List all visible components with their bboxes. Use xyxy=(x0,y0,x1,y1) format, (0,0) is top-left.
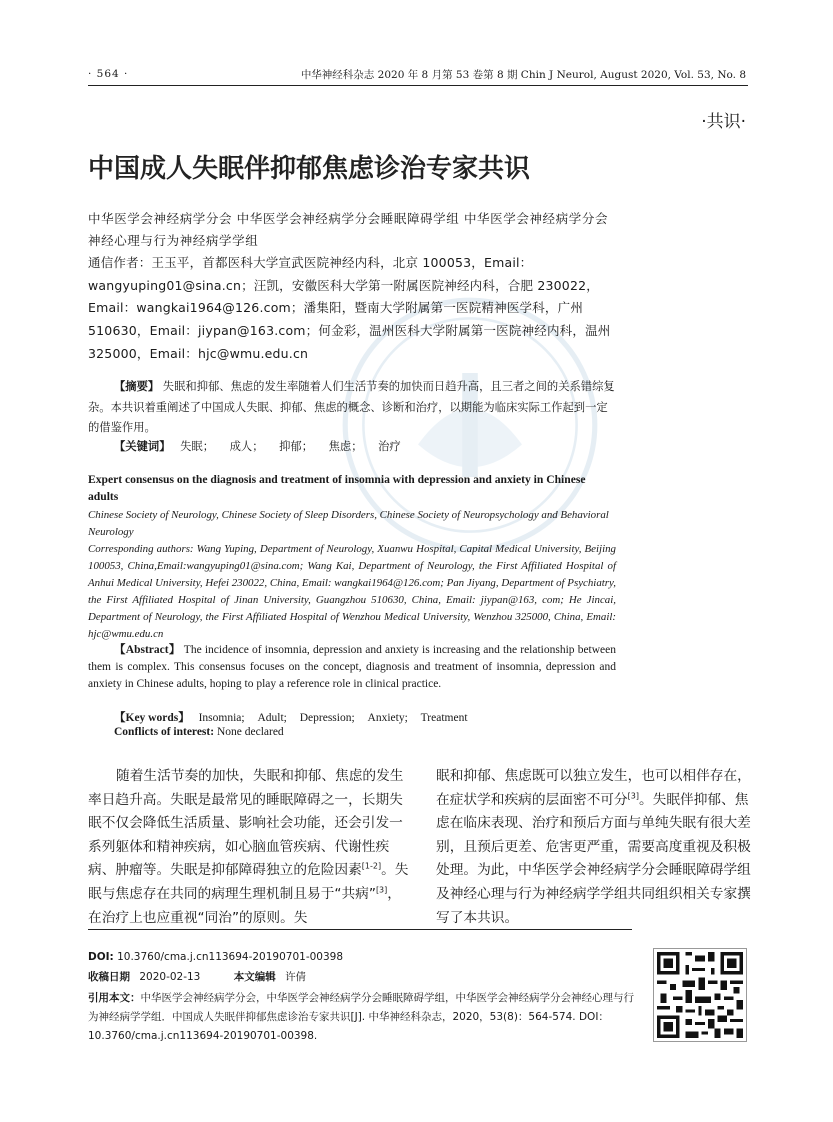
keyword-en: Depression; xyxy=(299,712,355,724)
english-abstract-label: 【Abstract】 xyxy=(114,644,181,656)
english-title: Expert consensus on the diagnosis and treatment of insomnia with depression and anxiety in Chinese adults xyxy=(88,473,586,503)
keywords-cn-label: 【关键词】 xyxy=(114,440,171,453)
qr-code[interactable] xyxy=(653,948,747,1042)
doi-link[interactable]: 10.3760/cma.j.cn113694-20190701-00398 xyxy=(117,951,344,963)
abstract-cn-text: 失眠和抑郁、焦虑的发生率随着人们生活节奏的加快而日趋升高，且三者之间的关系错综复杂。本共识着重阐述了中国成人失眠、抑郁、焦虑的概念、诊断和治疗，以期能为临床实际工作起到一定的借鉴作用。 xyxy=(88,380,615,434)
doi-line xyxy=(88,951,638,963)
english-abstract xyxy=(88,642,616,693)
received-label: 收稿日期 xyxy=(88,971,130,983)
editor-name: 许倩 xyxy=(285,971,307,983)
page-number: · 564 · xyxy=(88,68,129,80)
body-left-text-a: 随着生活节奏的加快，失眠和抑郁、焦虑的发生率日趋升高。失眠是最常见的睡眠障碍之一，长期失眠不仅会降低生活质量、影响社会功能，还会引发一系列躯体和精神疾病，如心脑血管疾病、代谢性疾病、肿瘤等。失眠是抑郁障碍独立的危险因素 xyxy=(88,768,404,879)
abstract-cn xyxy=(88,377,618,439)
keyword-cn: 焦虑； xyxy=(328,440,363,453)
body-left-text-c: ，在治疗上也应重视“同治”的原则。失 xyxy=(88,885,401,926)
editor-label: 本文编辑 xyxy=(233,971,276,983)
keyword-en: Anxiety; xyxy=(367,712,408,724)
body-left-text-b: 。失眠与焦虑存在共同的病理生理机制且易于“共病” xyxy=(88,862,409,902)
body-left-column xyxy=(88,765,410,930)
received-date: 2020-02-13 xyxy=(139,971,201,983)
keyword-cn: 成人； xyxy=(229,440,264,453)
keywords-cn xyxy=(88,438,618,454)
authors-cn: 中华医学会神经病学分会 中华医学会神经病学分会睡眠障碍学组 中华医学会神经病学分会神经心理与行为神经病学学组 xyxy=(88,211,609,248)
body-right-text-a: 眠和抑郁、焦虑既可以独立发生，也可以相伴存在，在症状学和疾病的层面密不可分 xyxy=(436,768,751,808)
journal-header: 中华神经科杂志 2020 年 8 月第 53 卷第 8 期 Chin J Neurol, August 2020, Vol. 53, No. 8 xyxy=(300,69,746,81)
coi-label: Conflicts of interest: xyxy=(114,726,215,738)
header-rule xyxy=(88,85,748,86)
article-title: 中国成人失眠伴抑郁焦虑诊治专家共识 xyxy=(88,154,531,184)
english-authors: Chinese Society of Neurology, Chinese Society of Sleep Disorders, Chinese Society of Neuropsychology and Behavioral Neurology xyxy=(88,509,609,538)
dates-line xyxy=(88,969,638,984)
body-right-text-b: 。失眠伴抑郁、焦虑在临床表现、治疗和预后方面与单纯失眠有很大差别，且预后更差、危害更严重，需要高度重视及积极处理。为此，中华医学会神经病学分会睡眠障碍学组及神经心理与行为神经病学学组共同组织相关专家撰写了本共识。 xyxy=(436,791,751,926)
coi-text: None declared xyxy=(216,726,284,738)
english-keywords-label: 【Key words】 xyxy=(114,712,190,724)
abstract-cn-label: 【摘要】 xyxy=(114,380,160,393)
keyword-en: Insomnia; xyxy=(198,712,245,724)
english-abstract-text: The incidence of insomnia, depression and anxiety is increasing and the relationship between them is complex. This consensus focuses on the concept, diagnosis and treatment of insomnia, depression and anxiety in Chinese adults, hoping to play a reference role in clinical practice. xyxy=(88,644,617,690)
footnote-rule xyxy=(88,929,632,930)
citation-ref: [3] xyxy=(627,791,639,801)
keyword-cn: 治疗 xyxy=(378,440,401,453)
english-correspondence: Corresponding authors: Wang Yuping, Department of Neurology, Xuanwu Hospital, Capital Medical University, Beijing 100053, China,Email:wangyuping01@sina.com; Wang Kai, Department of Neurology, the First Affiliated Hospital of Anhui Medical University, Hefei 230022, China, Email: wangkai1964@126.com; Pan Jiyang, Department of Psychiatry, the First Affiliated Hospital of Jinan University, Guangzhou 510630, China, Email: jiypan@163, com; He Jincai, Department of Neurology, the First Affiliated Hospital of Wenzhou Medical University, Wenzhou 325000, China, Email: hjc@wmu.edu.cn xyxy=(88,543,616,640)
body-right-column xyxy=(436,765,756,930)
conflicts-of-interest xyxy=(88,726,616,738)
cite-text: 中华医学会神经病学分会，中华医学会神经病学分会睡眠障碍学组，中华医学会神经病学分会神经心理与行为神经病学学组．中国成人失眠伴抑郁焦虑诊治专家共识[J]. 中华神经科杂志，2020，53(8)：564-574. DOI：10.3760/cma.j.cn113694-20190701-00398. xyxy=(88,992,634,1042)
keyword-cn: 失眠； xyxy=(180,440,214,453)
keyword-en: Adult; xyxy=(257,712,287,724)
keyword-cn: 抑郁； xyxy=(279,440,313,453)
correspondence-cn: 通信作者：王玉平，首都医科大学宣武医院神经内科，北京 100053，Email：wangyuping01@sina.cn；汪凯，安徽医科大学第一附属医院神经内科，合肥 230022，Email：wangkai1964@126.com；潘集阳，暨南大学附属第一医院精神医学科，广州 510630，Email：jiypan@163.com；何金彩，温州医科大学附属第一医院神经内科，温州 325000，Email：hjc@wmu.edu.cn xyxy=(88,255,611,361)
section-tag: ·共识· xyxy=(701,112,746,132)
english-keywords xyxy=(88,709,616,725)
citation-ref: [1-2] xyxy=(361,861,382,871)
citation-ref: [3] xyxy=(375,885,388,895)
cite-label: 引用本文： xyxy=(88,992,141,1004)
doi-label: DOI: xyxy=(88,951,114,963)
keyword-en: Treatment xyxy=(420,712,468,724)
citation-line xyxy=(88,989,638,1046)
